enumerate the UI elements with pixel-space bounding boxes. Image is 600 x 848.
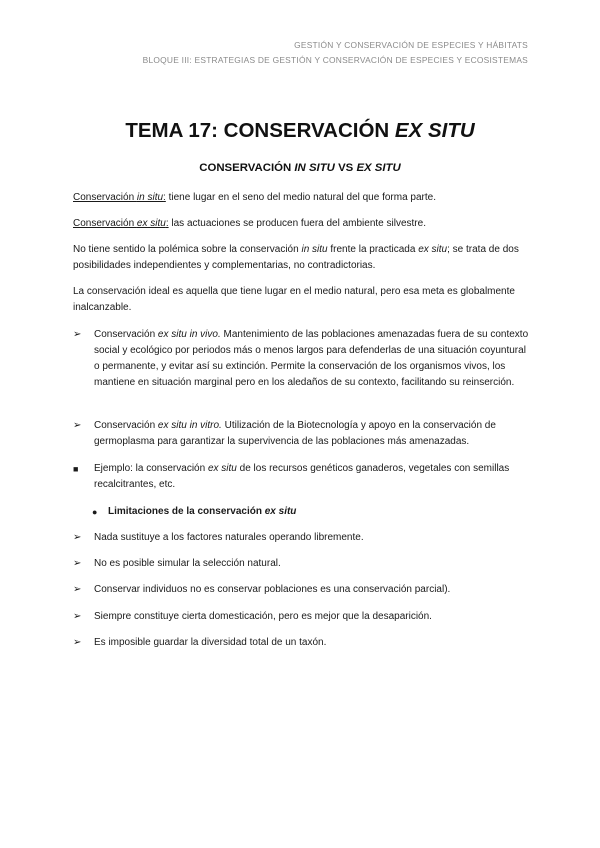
arrow-bullet-icon: ➢ <box>73 532 82 543</box>
subtitle-part: CONSERVACIÓN <box>199 162 295 174</box>
limitation-item <box>73 556 533 572</box>
text-run: No tiene sentido la polémica sobre la conservación <box>73 244 302 255</box>
limitation-item <box>73 609 533 625</box>
definition-text: las actuaciones se producen fuera del ambiente silvestre. <box>168 218 426 229</box>
text-italic: in situ <box>301 244 328 255</box>
bullet-text: Ejemplo: la conservación <box>94 463 208 474</box>
bullet-text: Utilización de la Biotecnología y apoyo en la conservación de germoplasma para garantizar la supervivencia de las poblaciones más amenazadas. <box>94 420 496 447</box>
title-prefix: TEMA 17: CONSERVACIÓN <box>125 119 395 142</box>
limitation-text: No es posible simular la selección natural. <box>94 558 281 569</box>
bullet-term: ex situ in vitro. <box>157 420 222 431</box>
limitation-text: Nada sustituye a los factores naturales operando libremente. <box>94 532 364 543</box>
title-italic: EX SITU <box>394 119 475 142</box>
definition-term-italic: ex situ <box>136 218 166 229</box>
bullet-text: de los recursos genéticos ganaderos, vegetales con semillas recalcitrantes, etc. <box>94 463 510 490</box>
definition-term <box>73 218 169 229</box>
bullet-body <box>94 461 533 493</box>
bullet-in-vitro <box>73 418 533 450</box>
header-course-title: GESTIÓN Y CONSERVACIÓN DE ESPECIES Y HÁBITATS <box>294 40 528 50</box>
text-run: ; se trata de dos posibilidades independientes y complementarias, no contradictorias. <box>73 244 519 271</box>
bullet-body <box>94 327 533 391</box>
limitation-text: Es imposible guardar la diversidad total de un taxón. <box>94 637 327 648</box>
arrow-bullet-icon: ➢ <box>73 637 82 648</box>
definition-label: Conservación <box>73 218 137 229</box>
limitations-heading-text: Limitaciones de la conservación <box>108 506 265 517</box>
limitation-item <box>73 635 533 651</box>
bullet-term: ex situ <box>207 463 237 474</box>
limitations-heading <box>92 504 532 520</box>
section-heading <box>0 162 600 174</box>
bullet-body <box>94 418 533 450</box>
limitation-text: Conservar individuos no es conservar poblaciones es una conservación parcial). <box>94 584 451 595</box>
bullet-label: Conservación <box>94 329 158 340</box>
dot-bullet-icon: ● <box>92 507 98 517</box>
definition-colon: : <box>165 218 169 229</box>
definition-ex-situ <box>73 216 533 232</box>
definition-in-situ <box>73 190 533 206</box>
arrow-bullet-icon: ➢ <box>73 584 82 595</box>
limitation-item <box>73 530 533 546</box>
bullet-text: Mantenimiento de las poblaciones amenazadas fuera de su contexto social y ecológico por periodos más o menos largos para defenderlas de una situación coyuntural o permanente, y evitar así su extinción. Permite la conservación de los organismos vivos, los mantiene en situación marginal pero en los aledaños de su contexto, facilitando su reinserción. <box>94 329 529 388</box>
bullet-example <box>73 461 533 493</box>
header-block-title: BLOQUE III: ESTRATEGIAS DE GESTIÓN Y CONSERVACIÓN DE ESPECIES Y ECOSISTEMAS <box>142 55 528 65</box>
page-title <box>0 119 600 143</box>
bullet-body <box>108 504 532 520</box>
bullet-in-vivo <box>73 327 533 391</box>
arrow-bullet-icon: ➢ <box>73 611 82 622</box>
limitation-item <box>73 582 533 598</box>
definition-label: Conservación <box>73 192 137 203</box>
definition-term <box>73 192 166 203</box>
arrow-bullet-icon: ➢ <box>73 420 82 431</box>
text-run: frente la practicada <box>327 244 419 255</box>
subtitle-italic: EX SITU <box>356 162 401 174</box>
arrow-bullet-icon: ➢ <box>73 558 82 569</box>
square-bullet-icon: ■ <box>73 464 79 474</box>
limitation-text: Siempre constituye cierta domesticación, pero es mejor que la desaparición. <box>94 611 432 622</box>
subtitle-italic: IN SITU <box>294 162 335 174</box>
paragraph-complementarity <box>73 242 533 274</box>
bullet-label: Conservación <box>94 420 158 431</box>
arrow-bullet-icon: ➢ <box>73 329 82 340</box>
text-italic: ex situ <box>418 244 448 255</box>
definition-text: tiene lugar en el seno del medio natural del que forma parte. <box>165 192 436 203</box>
running-header <box>143 38 528 68</box>
definition-colon: : <box>163 192 166 203</box>
definition-term-italic: in situ <box>136 192 164 203</box>
subtitle-part: VS <box>334 162 357 174</box>
paragraph-ideal-conservation: La conservación ideal es aquella que tiene lugar en el medio natural, pero esa meta es globalmente inalcanzable. <box>73 286 515 313</box>
bullet-term: ex situ in vivo. <box>157 329 221 340</box>
limitations-heading-term: ex situ <box>264 506 297 517</box>
